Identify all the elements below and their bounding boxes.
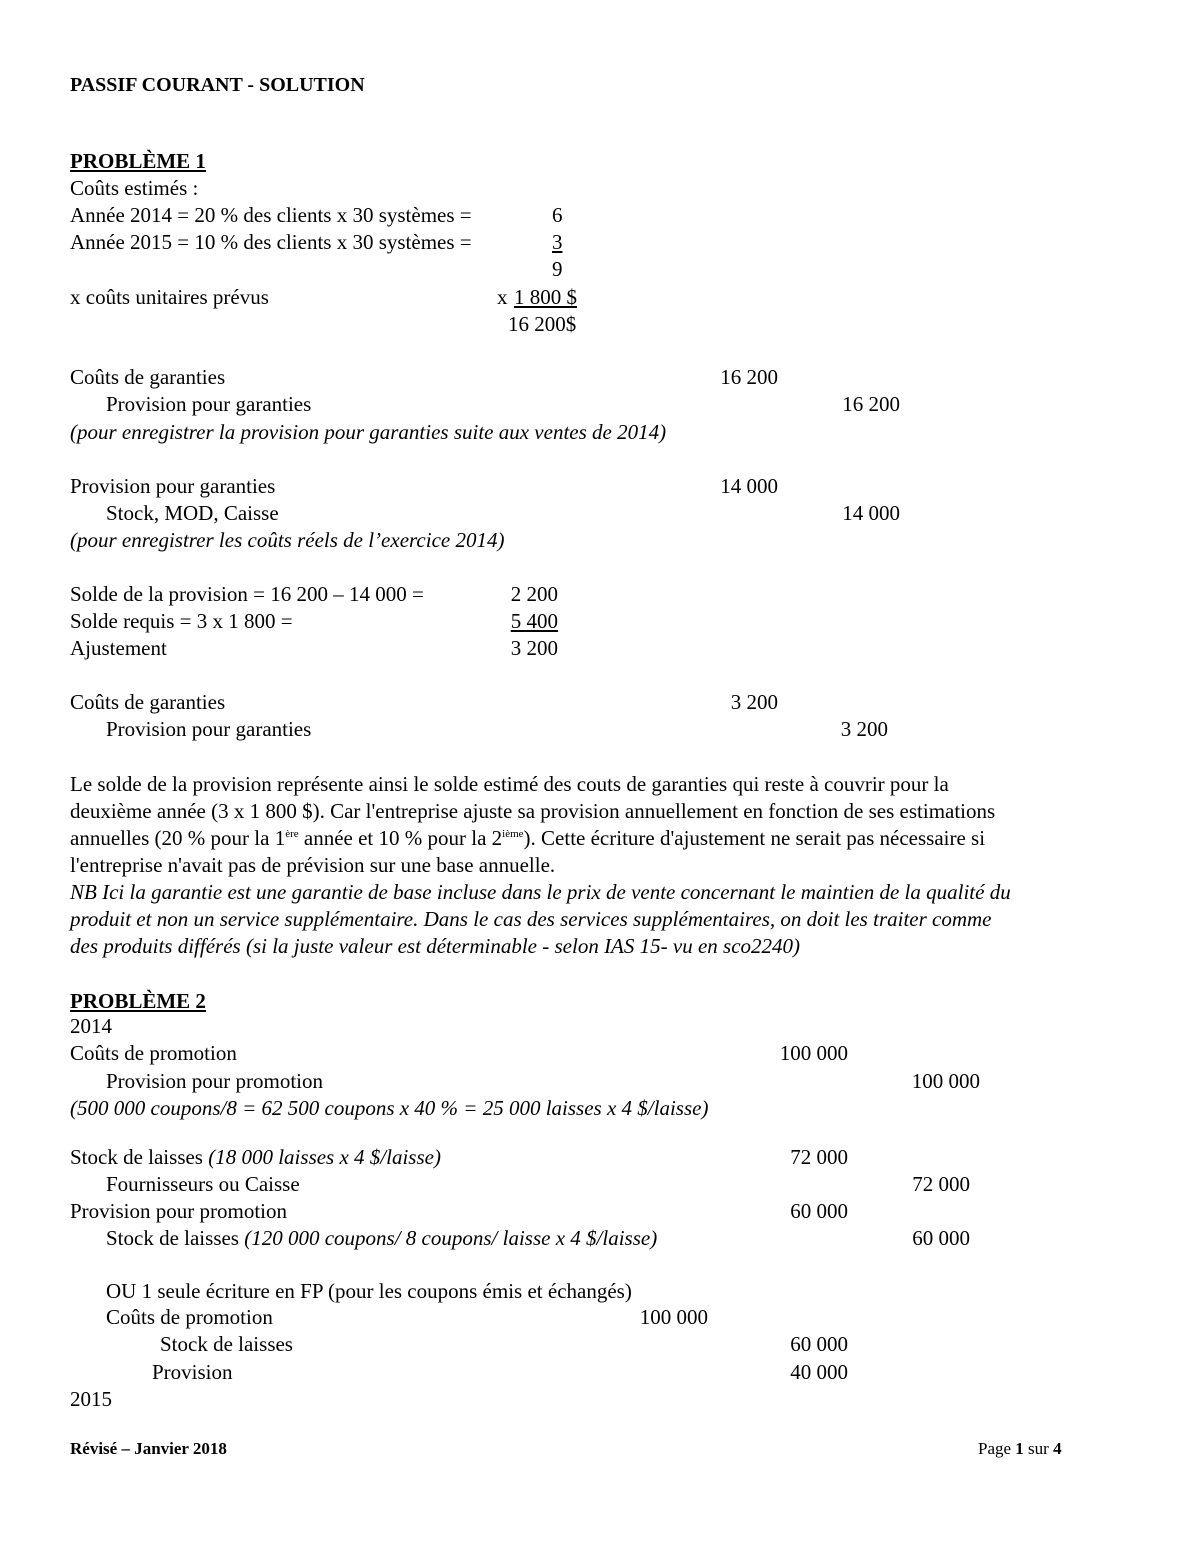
p2-entry3-credit-amount: 60 000 (912, 1226, 970, 1250)
explanation-line-1: Le solde de la provision représente ainsi le solde estimé des couts de garanties qui reste à couvrir pour la (70, 772, 949, 796)
p1-entry2-note: (pour enregistrer les coûts réels de l’exercice 2014) (70, 528, 505, 552)
total-cost: 16 200$ (508, 312, 577, 336)
p1-entry3-credit-amount: 3 200 (840, 717, 888, 741)
p2-entry1-debit-amount: 100 000 (779, 1041, 848, 1065)
balance-row-value: 2 200 (510, 582, 558, 606)
alt-credit2-amount: 40 000 (790, 1360, 848, 1384)
p2-entry3-debit-amount: 60 000 (790, 1199, 848, 1223)
year-2014: 2014 (70, 1014, 112, 1038)
alternative-entry-intro: OU 1 seule écriture en FP (pour les coupons émis et échangés) (106, 1279, 632, 1303)
p1-entry3-debit-account: Coûts de garanties (70, 690, 226, 714)
p2-entry2-debit-amount: 72 000 (790, 1145, 848, 1169)
alt-credit1-account: Stock de laisses (160, 1332, 293, 1356)
p2-entry1-credit-amount: 100 000 (911, 1069, 980, 1093)
p2-entry3-credit-account: Stock de laisses (120 000 coupons/ 8 coupons/ laisse x 4 $/laisse) (106, 1226, 658, 1250)
balance-row-label: Solde de la provision = 16 200 – 14 000 = (70, 582, 424, 606)
footer-revised: Révisé – Janvier 2018 (70, 1439, 227, 1458)
p1-entry2-credit-account: Stock, MOD, Caisse (106, 501, 279, 525)
p2-entry3-debit-account: Provision pour promotion (70, 1199, 288, 1223)
p2-entry2-credit-account: Fournisseurs ou Caisse (106, 1172, 300, 1196)
p1-entry1-debit-account: Coûts de garanties (70, 365, 226, 389)
adjustment-label: Ajustement (70, 636, 167, 660)
p1-entry1-credit-amount: 16 200 (842, 392, 900, 416)
estimated-costs-label: Coûts estimés : (70, 176, 199, 200)
calc-2015-value: 3 (552, 230, 563, 254)
p1-entry3-debit-amount: 3 200 (730, 690, 778, 714)
p1-entry1-note: (pour enregistrer la provision pour garanties suite aux ventes de 2014) (70, 420, 667, 444)
nb-line-2: produit et non un service supplémentaire. Dans le cas des services supplémentaires, on doit les traiter comme (70, 907, 992, 931)
p1-entry2-credit-amount: 14 000 (842, 501, 900, 525)
nb-line-3: des produits différés (si la juste valeur est déterminable - selon IAS 15- vu en sco2240) (70, 934, 801, 958)
problem-1-heading: PROBLÈME 1 (70, 149, 206, 173)
explanation-line-3: annuelles (20 % pour la 1ère année et 10 % pour la 2ième). Cette écriture d'ajustement ne serait pas nécessaire si (70, 826, 986, 850)
alt-credit1-amount: 60 000 (790, 1332, 848, 1356)
calc-2015-label: Année 2015 = 10 % des clients x 30 systèmes = (70, 230, 472, 254)
p2-entry2-credit-amount: 72 000 (912, 1172, 970, 1196)
p2-entry2-debit-account: Stock de laisses (18 000 laisses x 4 $/laisse) (70, 1145, 441, 1169)
year-2015: 2015 (70, 1387, 112, 1411)
problem-2-heading: PROBLÈME 2 (70, 989, 206, 1013)
calc-2014-value: 6 (552, 203, 563, 227)
alt-credit2-account: Provision (152, 1360, 233, 1384)
p1-entry1-debit-amount: 16 200 (720, 365, 778, 389)
alt-debit-account: Coûts de promotion (106, 1305, 273, 1329)
p1-entry2-debit-amount: 14 000 (720, 474, 778, 498)
p2-entry1-credit-account: Provision pour promotion (106, 1069, 324, 1093)
unit-cost-value: 1 800 $ (514, 285, 577, 309)
explanation-line-4: l'entreprise n'avait pas de prévision sur une base annuelle. (70, 853, 556, 877)
p1-entry1-credit-account: Provision pour garanties (106, 392, 312, 416)
p2-entry1-debit-account: Coûts de promotion (70, 1041, 237, 1065)
adjustment-value: 3 200 (510, 636, 558, 660)
p1-entry3-credit-account: Provision pour garanties (106, 717, 312, 741)
p1-entry2-debit-account: Provision pour garanties (70, 474, 276, 498)
total-units: 9 (552, 257, 563, 281)
nb-line-1: NB Ici la garantie est une garantie de base incluse dans le prix de vente concernant le maintien de la qualité du (70, 880, 1011, 904)
p2-entry1-note: (500 000 coupons/8 = 62 500 coupons x 40 % = 25 000 laisses x 4 $/laisse) (70, 1096, 709, 1120)
document-title: PASSIF COURANT - SOLUTION (70, 74, 365, 96)
explanation-line-2: deuxième année (3 x 1 800 $). Car l'entreprise ajuste sa provision annuellement en fonction de ses estimations (70, 799, 996, 823)
required-balance-label: Solde requis = 3 x 1 800 = (70, 609, 293, 633)
unit-cost-prefix: x (497, 285, 508, 309)
page-number: Page 1 sur 4 (978, 1439, 1062, 1458)
calc-2014-label: Année 2014 = 20 % des clients x 30 systèmes = (70, 203, 472, 227)
unit-cost-label: x coûts unitaires prévus (70, 285, 269, 309)
required-balance-value: 5 400 (510, 609, 558, 633)
alt-debit-amount: 100 000 (639, 1305, 708, 1329)
